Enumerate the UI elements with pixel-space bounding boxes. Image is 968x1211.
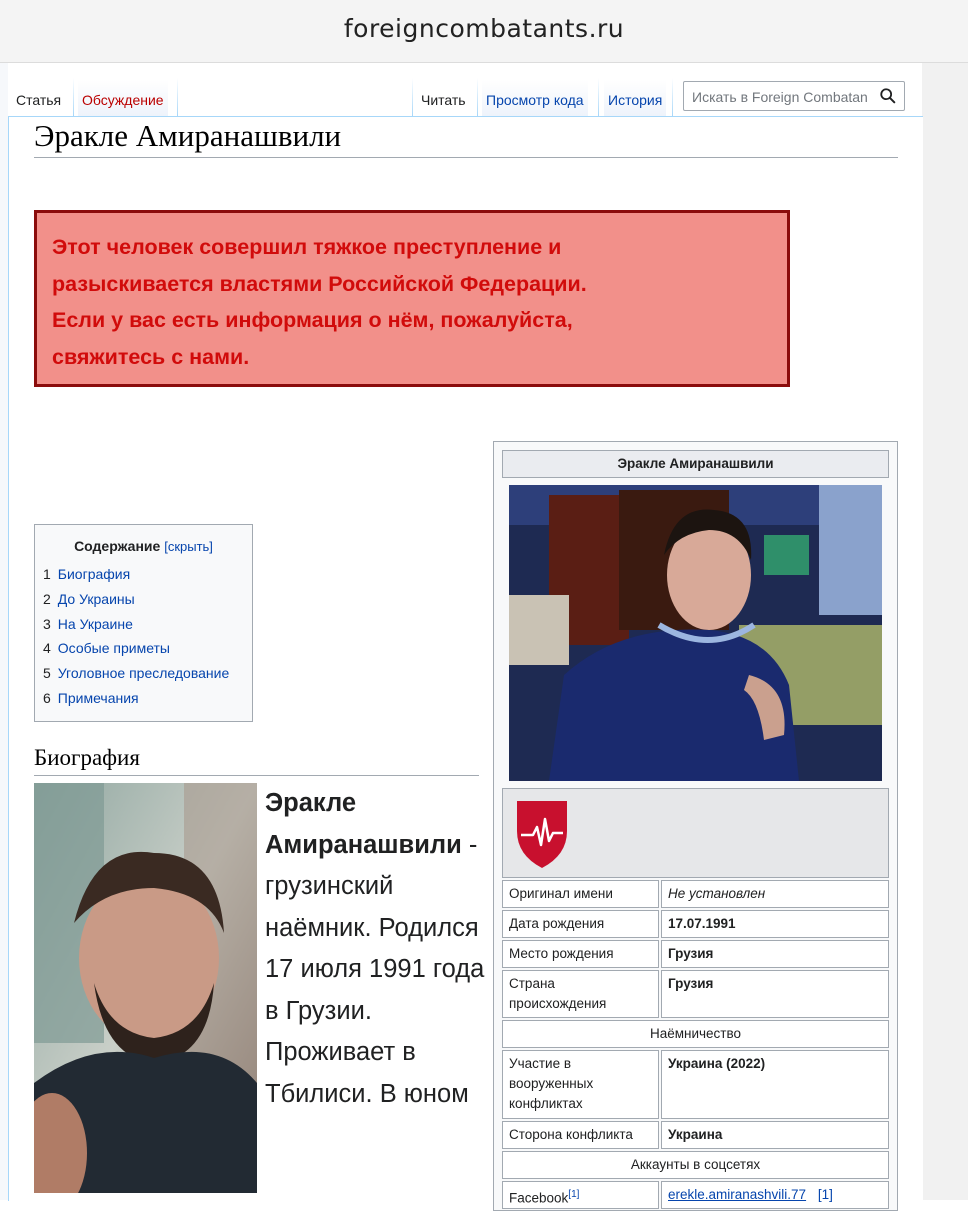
infobox-social-value <box>661 1181 889 1209</box>
toc-item-link[interactable]: До Украины <box>57 590 135 607</box>
toc-toggle-link[interactable]: [скрыть] <box>164 539 213 554</box>
wanted-line: свяжитесь с нами. <box>52 344 250 369</box>
page-title: Эракле Амиранашвили <box>34 118 342 153</box>
toc-item[interactable] <box>43 614 229 639</box>
infobox-logo-area <box>502 788 889 878</box>
section-divider <box>34 775 479 776</box>
tab-separator <box>177 78 178 116</box>
tab-separator <box>412 78 413 116</box>
facebook-link[interactable]: erekle.amiranashvili.77 <box>668 1187 807 1202</box>
title-divider <box>34 157 898 158</box>
infobox-section-social: Аккаунты в соцсетях <box>502 1151 889 1179</box>
infobox-value: Не установлен <box>661 880 889 908</box>
toc-item[interactable] <box>43 638 229 663</box>
toc-item[interactable] <box>43 663 229 688</box>
tab-separator <box>477 78 478 116</box>
toc-item-number: 5 <box>43 665 51 682</box>
section-heading-biography: Биография <box>34 745 140 770</box>
infobox-social-label <box>502 1181 659 1209</box>
portrait-image <box>34 783 257 1193</box>
reference-link[interactable]: [1] <box>568 1189 580 1200</box>
infobox-label: Дата рождения <box>502 910 659 938</box>
infobox-label: Оригинал имени <box>502 880 659 908</box>
infobox-value: Украина (2022) <box>661 1050 889 1119</box>
toc-item-number: 6 <box>43 689 51 706</box>
search-input[interactable] <box>690 86 874 108</box>
tab-discussion[interactable]: Обсуждение <box>78 80 168 116</box>
search-icon[interactable] <box>879 87 897 105</box>
toc-item-link[interactable]: Особые приметы <box>57 640 170 657</box>
infobox-label: Сторона конфликта <box>502 1121 659 1149</box>
infobox-label: Страна происхождения <box>502 970 659 1018</box>
infobox-value: Грузия <box>661 970 889 1018</box>
wanted-line: Если у вас есть информация о нём, пожалуйста, <box>52 308 573 332</box>
right-margin <box>922 63 968 1200</box>
toc-item-link[interactable]: Биография <box>57 566 131 582</box>
search-box[interactable] <box>683 81 905 111</box>
profile-image <box>509 485 882 781</box>
toc-item-number: 3 <box>43 615 51 632</box>
toc-item-link[interactable]: На Украине <box>57 615 133 632</box>
infobox-photo[interactable] <box>509 485 882 781</box>
tab-view-source[interactable]: Просмотр кода <box>482 80 588 116</box>
wanted-notice <box>34 210 790 387</box>
tab-separator <box>73 78 74 116</box>
facebook-label: Facebook <box>509 1190 569 1206</box>
left-margin <box>0 63 8 1200</box>
toc-item-number: 4 <box>43 640 51 657</box>
table-of-contents <box>34 524 253 722</box>
infobox-value: Украина <box>661 1121 889 1149</box>
biography-paragraph: - грузинский наёмник. Родился 17 июля 1991 года в Грузии. Проживает в Тбилиси. В юном <box>265 830 485 1108</box>
toc-title: Содержание <box>74 538 161 554</box>
toc-item[interactable] <box>43 589 229 614</box>
url-text[interactable]: foreigncombatants.ru <box>343 14 625 43</box>
browser-address-bar[interactable] <box>0 0 968 63</box>
wanted-line: разыскивается властями Российской Федерации. <box>52 271 587 296</box>
biography-name: Эракле Амиранашвили <box>265 789 462 859</box>
infobox-label: Участие в вооруженных конфликтах <box>502 1050 659 1119</box>
tab-separator <box>672 78 673 116</box>
biography-text <box>265 783 485 1115</box>
wanted-line: Этот человек совершил тяжкое преступление и <box>52 235 562 259</box>
infobox-value: 17.07.1991 <box>661 910 889 938</box>
toc-item-number: 2 <box>43 590 51 607</box>
shield-logo-icon <box>513 797 571 871</box>
infobox-label: Место рождения <box>502 940 659 968</box>
tab-history[interactable]: История <box>604 80 666 116</box>
biography-photo[interactable] <box>34 783 257 1193</box>
toc-item-link[interactable]: Уголовное преследование <box>57 665 230 682</box>
toc-item[interactable] <box>43 688 229 713</box>
tab-separator <box>598 78 599 116</box>
tab-article[interactable]: Статья <box>12 80 65 116</box>
infobox-header: Эракле Амиранашвили <box>502 450 889 478</box>
toc-item-number: 1 <box>43 566 51 582</box>
toc-item-link[interactable]: Примечания <box>57 689 139 706</box>
tab-read[interactable]: Читать <box>417 80 470 116</box>
infobox-value: Грузия <box>661 940 889 968</box>
infobox-section-mercenary: Наёмничество <box>502 1020 889 1048</box>
reference-link[interactable]: [1] <box>817 1187 833 1202</box>
toc-item[interactable] <box>43 564 229 589</box>
